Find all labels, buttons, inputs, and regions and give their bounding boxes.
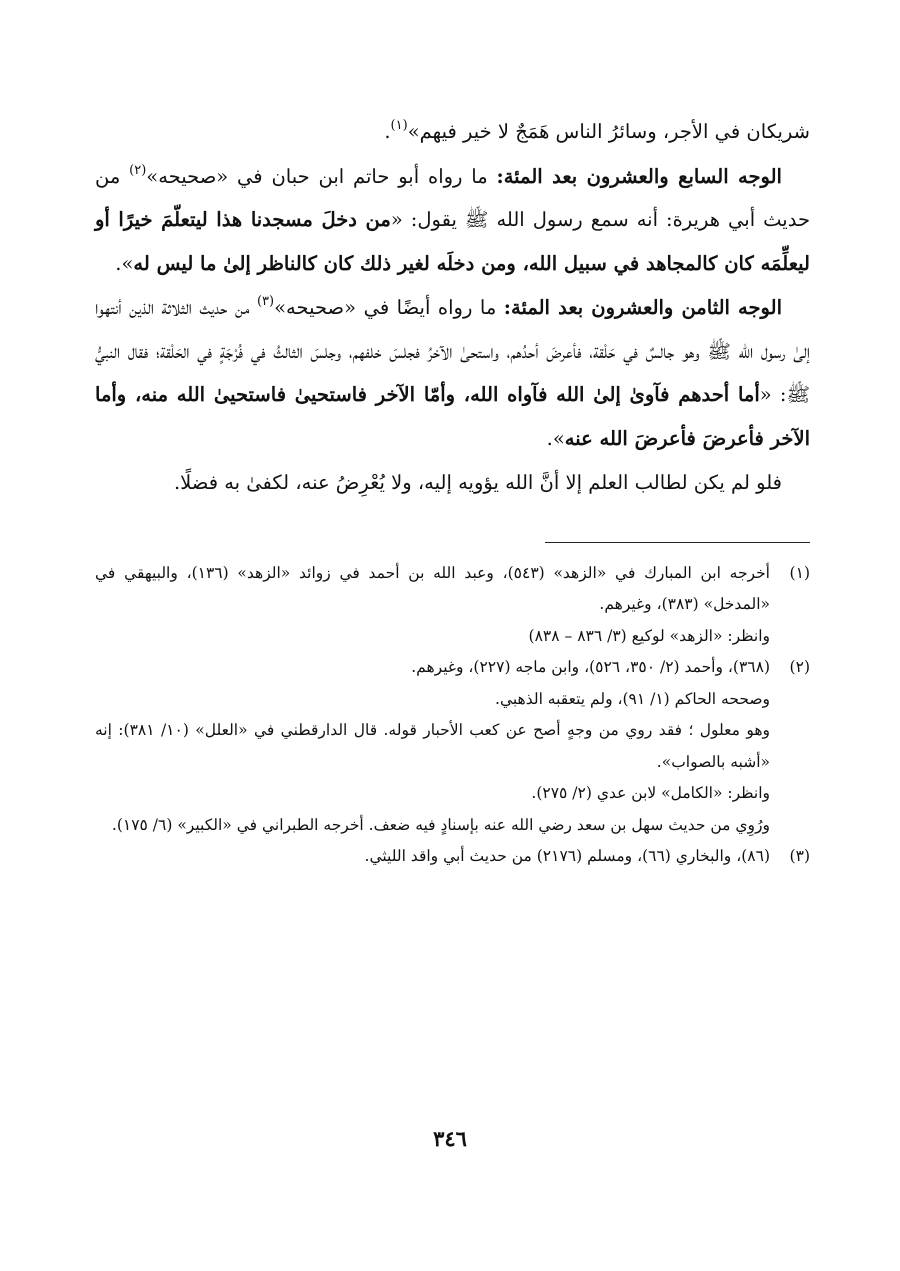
footnote-1 xyxy=(95,558,810,653)
footnote-line: ورُوِي من حديث سهل بن سعد رضي الله عنه بإسنادٍ فيه ضعف. أخرجه الطبراني في «الكبير» (٦/ ١٧٥). xyxy=(111,815,770,834)
footnote-ref-2[interactable]: (٢) xyxy=(129,162,147,178)
footnote-line: وصححه الحاكم (١/ ٩١)، ولم يتعقبه الذهبي. xyxy=(495,689,770,708)
section-heading-128: الوجه الثامن والعشرون بعد المئة: xyxy=(503,296,782,319)
hadith-quote: أما أحدهم فآوىٰ إلىٰ الله فآواه الله، وأمّا الآخر فاستحيىٰ فاستحيىٰ الله منه، وأما الآخر فأعرضَ فأعرضَ الله عنه xyxy=(95,383,810,450)
paragraph-end: . xyxy=(384,120,391,143)
main-text xyxy=(95,110,810,505)
footnote-number: (٢) xyxy=(789,658,810,676)
paragraph-2 xyxy=(95,155,810,286)
paragraph-end: ». xyxy=(546,426,565,450)
page-body xyxy=(95,110,810,873)
footnote-line: (٨٦)، والبخاري (٦٦)، ومسلم (٢١٧٦) من حديث أبي واقد الليثي. xyxy=(364,847,770,865)
paragraph-text: من حديث أبي هريرة: أنه سمع رسول الله ﷺ يقول: « xyxy=(95,164,811,231)
footnote-3 xyxy=(95,841,810,873)
paragraph-text: ما رواه أيضًا في «صحيحه» xyxy=(274,296,504,319)
hadith-quote: من دخلَ مسجدنا هذا ليتعلّمَ خيرًا أو ليعلِّمَه كان كالمجاهد في سبيل الله، ومن دخلَه لغير ذلك كان كالناظر إلىٰ ما ليس له xyxy=(95,208,810,275)
footnote-line: وهو معلول ؛ فقد روي من وجهٍ أصح عن كعب الأحبار قوله. قال الدارقطني في «العلل» (١٠/ ٣٨١): إنه «أشبه بالصواب». xyxy=(95,721,770,771)
paragraph-3 xyxy=(95,286,810,460)
paragraph-end: ». xyxy=(115,251,134,275)
paragraph-1 xyxy=(95,110,810,154)
footnote-line: وانظر: «الكامل» لابن عدي (٢/ ٢٧٥). xyxy=(531,784,770,802)
footnote-2 xyxy=(95,652,810,841)
paragraph-text: شريكان في الأجر، وسائرُ الناس هَمَجٌ لا خير فيهم» xyxy=(407,120,810,143)
footnote-ref-1[interactable]: (١) xyxy=(390,118,408,133)
paragraph-text: فلو لم يكن لطالب العلم إلا أنَّ الله يؤويه إليه، ولا يُعْرِضُ عنه، لكفىٰ به فضلًا. xyxy=(173,471,782,494)
page-number: ٣٤٦ xyxy=(433,1126,467,1151)
paragraph-text: من حديث الثلاثة الذين أنتهوا إلىٰ رسول الله ﷺ وهو جالسٌ في حَلْقة، فأعرضَ أحدُهم، واستحىٰ الآخرُ فجلسَ خلفهم، وجلسَ الثالثُ في فُرْجَةٍ في الحَلْقة؛ فقال النبيُّ ﷺ: « xyxy=(95,296,810,406)
footnotes xyxy=(95,558,810,873)
footnote-line: وانظر: «الزهد» لوكيع (٣/ ٨٣٦ – ٨٣٨) xyxy=(528,626,770,645)
footnote-number: (١) xyxy=(789,563,810,582)
footnote-ref-3[interactable]: (٣) xyxy=(256,294,275,309)
footnote-line: (٣٦٨)، وأحمد (٢/ ٣٥٠، ٥٢٦)، وابن ماجه (٢٢٧)، وغيرهم. xyxy=(411,658,770,676)
footnote-line: أخرجه ابن المبارك في «الزهد» (٥٤٣)، وعبد الله بن أحمد في زوائد «الزهد» (١٣٦)، والبيهقي في «المدخل» (٣٨٣)، وغيرهم. xyxy=(95,563,770,613)
footnote-separator xyxy=(545,542,810,543)
section-heading-127: الوجه السابع والعشرون بعد المئة: xyxy=(496,164,782,188)
footnote-number: (٣) xyxy=(789,847,810,865)
paragraph-text: ما رواه أبو حاتم ابن حبان في «صحيحه» xyxy=(146,164,497,188)
paragraph-4 xyxy=(95,461,810,505)
